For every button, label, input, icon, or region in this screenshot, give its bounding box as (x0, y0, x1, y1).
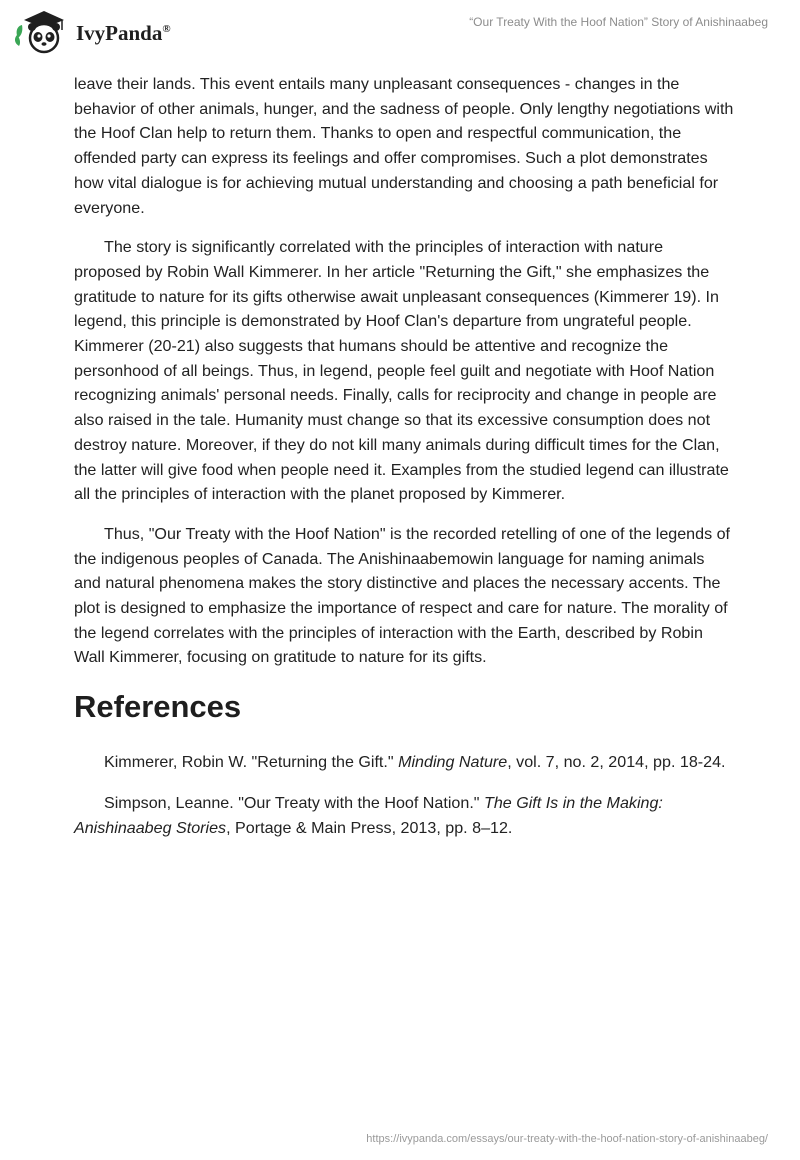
registered-mark: ® (162, 22, 171, 35)
running-title: “Our Treaty With the Hoof Nation” Story of Anishinaabeg (469, 15, 768, 29)
essay-body (74, 72, 734, 856)
body-paragraph: Thus, "Our Treaty with the Hoof Nation" is the recorded retelling of one of the legends of the indigenous peoples of Canada. The Anishinaabemowin language for naming animals and natural phenomena makes the story distinctive and places the necessary accents. The plot is designed to emphasize the importance of respect and care for nature. The morality of the legend correlates with the principles of interaction with the Earth, described by Robin Wall Kimmerer, focusing on gratitude to nature for its gifts. (74, 524, 731, 667)
brand-name (76, 21, 171, 46)
reference-source-title: Minding Nature (398, 753, 508, 772)
body-paragraph: leave their lands. This event entails many unpleasant consequences - changes in the behavior of other animals, hunger, and the sadness of people. Only lengthy negotiations with the Hoof Clan help to return them. Thanks to open and respectful communication, the offended party can express its feelings and offer compromises. Such a plot demonstrates how vital dialogue is for achieving mutual understanding and choosing a path beneficial for everyone. (74, 75, 734, 217)
reference-text: Simpson, Leanne. "Our Treaty with the Hoof Nation." (104, 793, 484, 812)
reference-text: , Portage & Main Press, 2013, pp. 8–12. (226, 818, 513, 837)
reference-text: , vol. 7, no. 2, 2014, pp. 18-24. (507, 753, 726, 772)
reference-source-title: The Gift Is in the Making: Anishinaabeg Stories (74, 793, 663, 837)
references-heading: References (74, 689, 242, 725)
brand-text: IvyPanda (76, 20, 163, 45)
body-paragraph: The story is significantly correlated with the principles of interaction with nature proposed by Robin Wall Kimmerer. In her article "Returning the Gift," she emphasizes the gratitude to nature for its gifts otherwise await unpleasant consequences (Kimmerer 19). In legend, this principle is demonstrated by Hoof Clan's departure from ungrateful people. Kimmerer (20-21) also suggests that humans should be attentive and recognize the personhood of all beings. Thus, in legend, people feel guilt and negotiate with Hoof Nation recognizing animals' personal needs. Finally, calls for reciprocity and change in people are also raised in the tale. Humanity must change so that its excessive consumption does not destroy nature. Moreover, if they do not kill many animals during difficult times for the Clan, the latter will give food when people need it. Examples from the studied legend can illustrate all the principles of interaction with the planet proposed by Kimmerer. (74, 238, 729, 504)
panda-graduate-icon (14, 8, 70, 56)
source-url-link[interactable]: https://ivypanda.com/essays/our-treaty-with-the-hoof-nation-story-of-anishinaabeg/ (366, 1133, 768, 1145)
reference-text: Kimmerer, Robin W. "Returning the Gift." (104, 753, 399, 772)
ivypanda-logo[interactable] (14, 8, 171, 56)
reference-entry (74, 791, 734, 840)
reference-entry (74, 750, 734, 775)
page-header (0, 0, 800, 64)
